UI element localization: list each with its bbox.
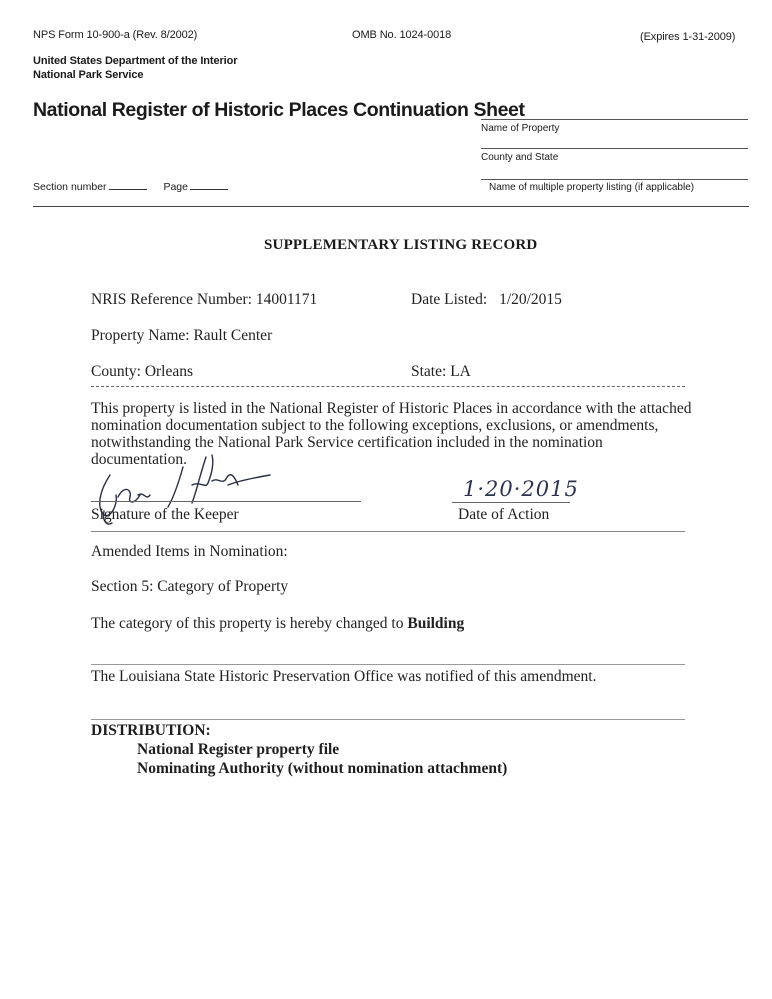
property-name-value: Rault Center: [193, 327, 273, 344]
amended-items-label: Amended Items in Nomination:: [91, 543, 288, 560]
record-heading: SUPPLEMENTARY LISTING RECORD: [264, 237, 538, 253]
signature-line: [91, 501, 361, 502]
agency-service: National Park Service: [33, 69, 144, 81]
header-divider: [33, 206, 749, 207]
nris-label: NRIS Reference Number:: [91, 291, 252, 308]
nris-reference: [91, 291, 317, 309]
statement-line: notwithstanding the National Park Service certification included in the nomination: [91, 434, 603, 451]
date-listed-value: 1/20/2015: [499, 291, 562, 308]
multiple-listing-label: Name of multiple property listing (if applicable): [489, 182, 695, 193]
statement-line: nomination documentation subject to the following exceptions, exclusions, or amendments,: [91, 417, 659, 434]
date-of-action-label: Date of Action: [458, 506, 550, 523]
nris-value: 14001171: [255, 291, 318, 308]
handwritten-date: 1·20·2015: [463, 477, 579, 501]
section-number-blank: [109, 180, 147, 190]
distribution-item: National Register property file: [137, 741, 340, 758]
category-change: [91, 615, 464, 633]
property-name: [91, 327, 272, 345]
county-state-label: County and State: [481, 152, 559, 163]
section-number-field: [33, 180, 228, 193]
state-label: State:: [411, 363, 447, 380]
county-value: Orleans: [144, 363, 194, 380]
county: [91, 363, 193, 381]
expiration-date: (Expires 1-31-2009): [640, 31, 736, 43]
state-value: LA: [450, 363, 471, 380]
name-of-property-label: Name of Property: [481, 123, 560, 134]
category-value: Building: [407, 615, 465, 632]
category-change-text: The category of this property is hereby changed to: [91, 615, 404, 632]
date-of-action-line: [452, 502, 570, 503]
section-number-label: Section number: [33, 181, 107, 193]
statement-line: documentation.: [91, 451, 187, 468]
dashed-divider: [91, 386, 685, 387]
amendment-divider: [91, 664, 685, 665]
distribution-divider: [91, 719, 685, 720]
form-title: National Register of Historic Places Continuation Sheet: [33, 99, 525, 121]
property-name-label: Property Name:: [91, 327, 190, 344]
multiple-listing-line: [481, 179, 748, 180]
state: [411, 363, 471, 381]
signature-label: Signature of the Keeper: [91, 506, 239, 523]
date-listed-label: Date Listed:: [411, 291, 488, 308]
date-listed: [411, 291, 562, 309]
distribution-heading: DISTRIBUTION:: [91, 722, 211, 739]
omb-number: OMB No. 1024-0018: [352, 29, 452, 41]
section-category: Section 5: Category of Property: [91, 578, 289, 595]
county-state-line: [481, 148, 748, 149]
form-number: NPS Form 10-900-a (Rev. 8/2002): [33, 29, 198, 41]
agency-department: United States Department of the Interior: [33, 55, 238, 67]
page-label: Page: [163, 181, 188, 193]
name-of-property-line: [481, 119, 748, 120]
shpo-notification: The Louisiana State Historic Preservation Office was notified of this amendment.: [91, 668, 597, 685]
statement-line: This property is listed in the National Register of Historic Places in accordance with the attached: [91, 400, 692, 417]
signature-divider: [91, 531, 685, 532]
page-blank: [190, 180, 228, 190]
county-label: County:: [91, 363, 141, 380]
distribution-item: Nominating Authority (without nomination attachment): [137, 760, 508, 777]
